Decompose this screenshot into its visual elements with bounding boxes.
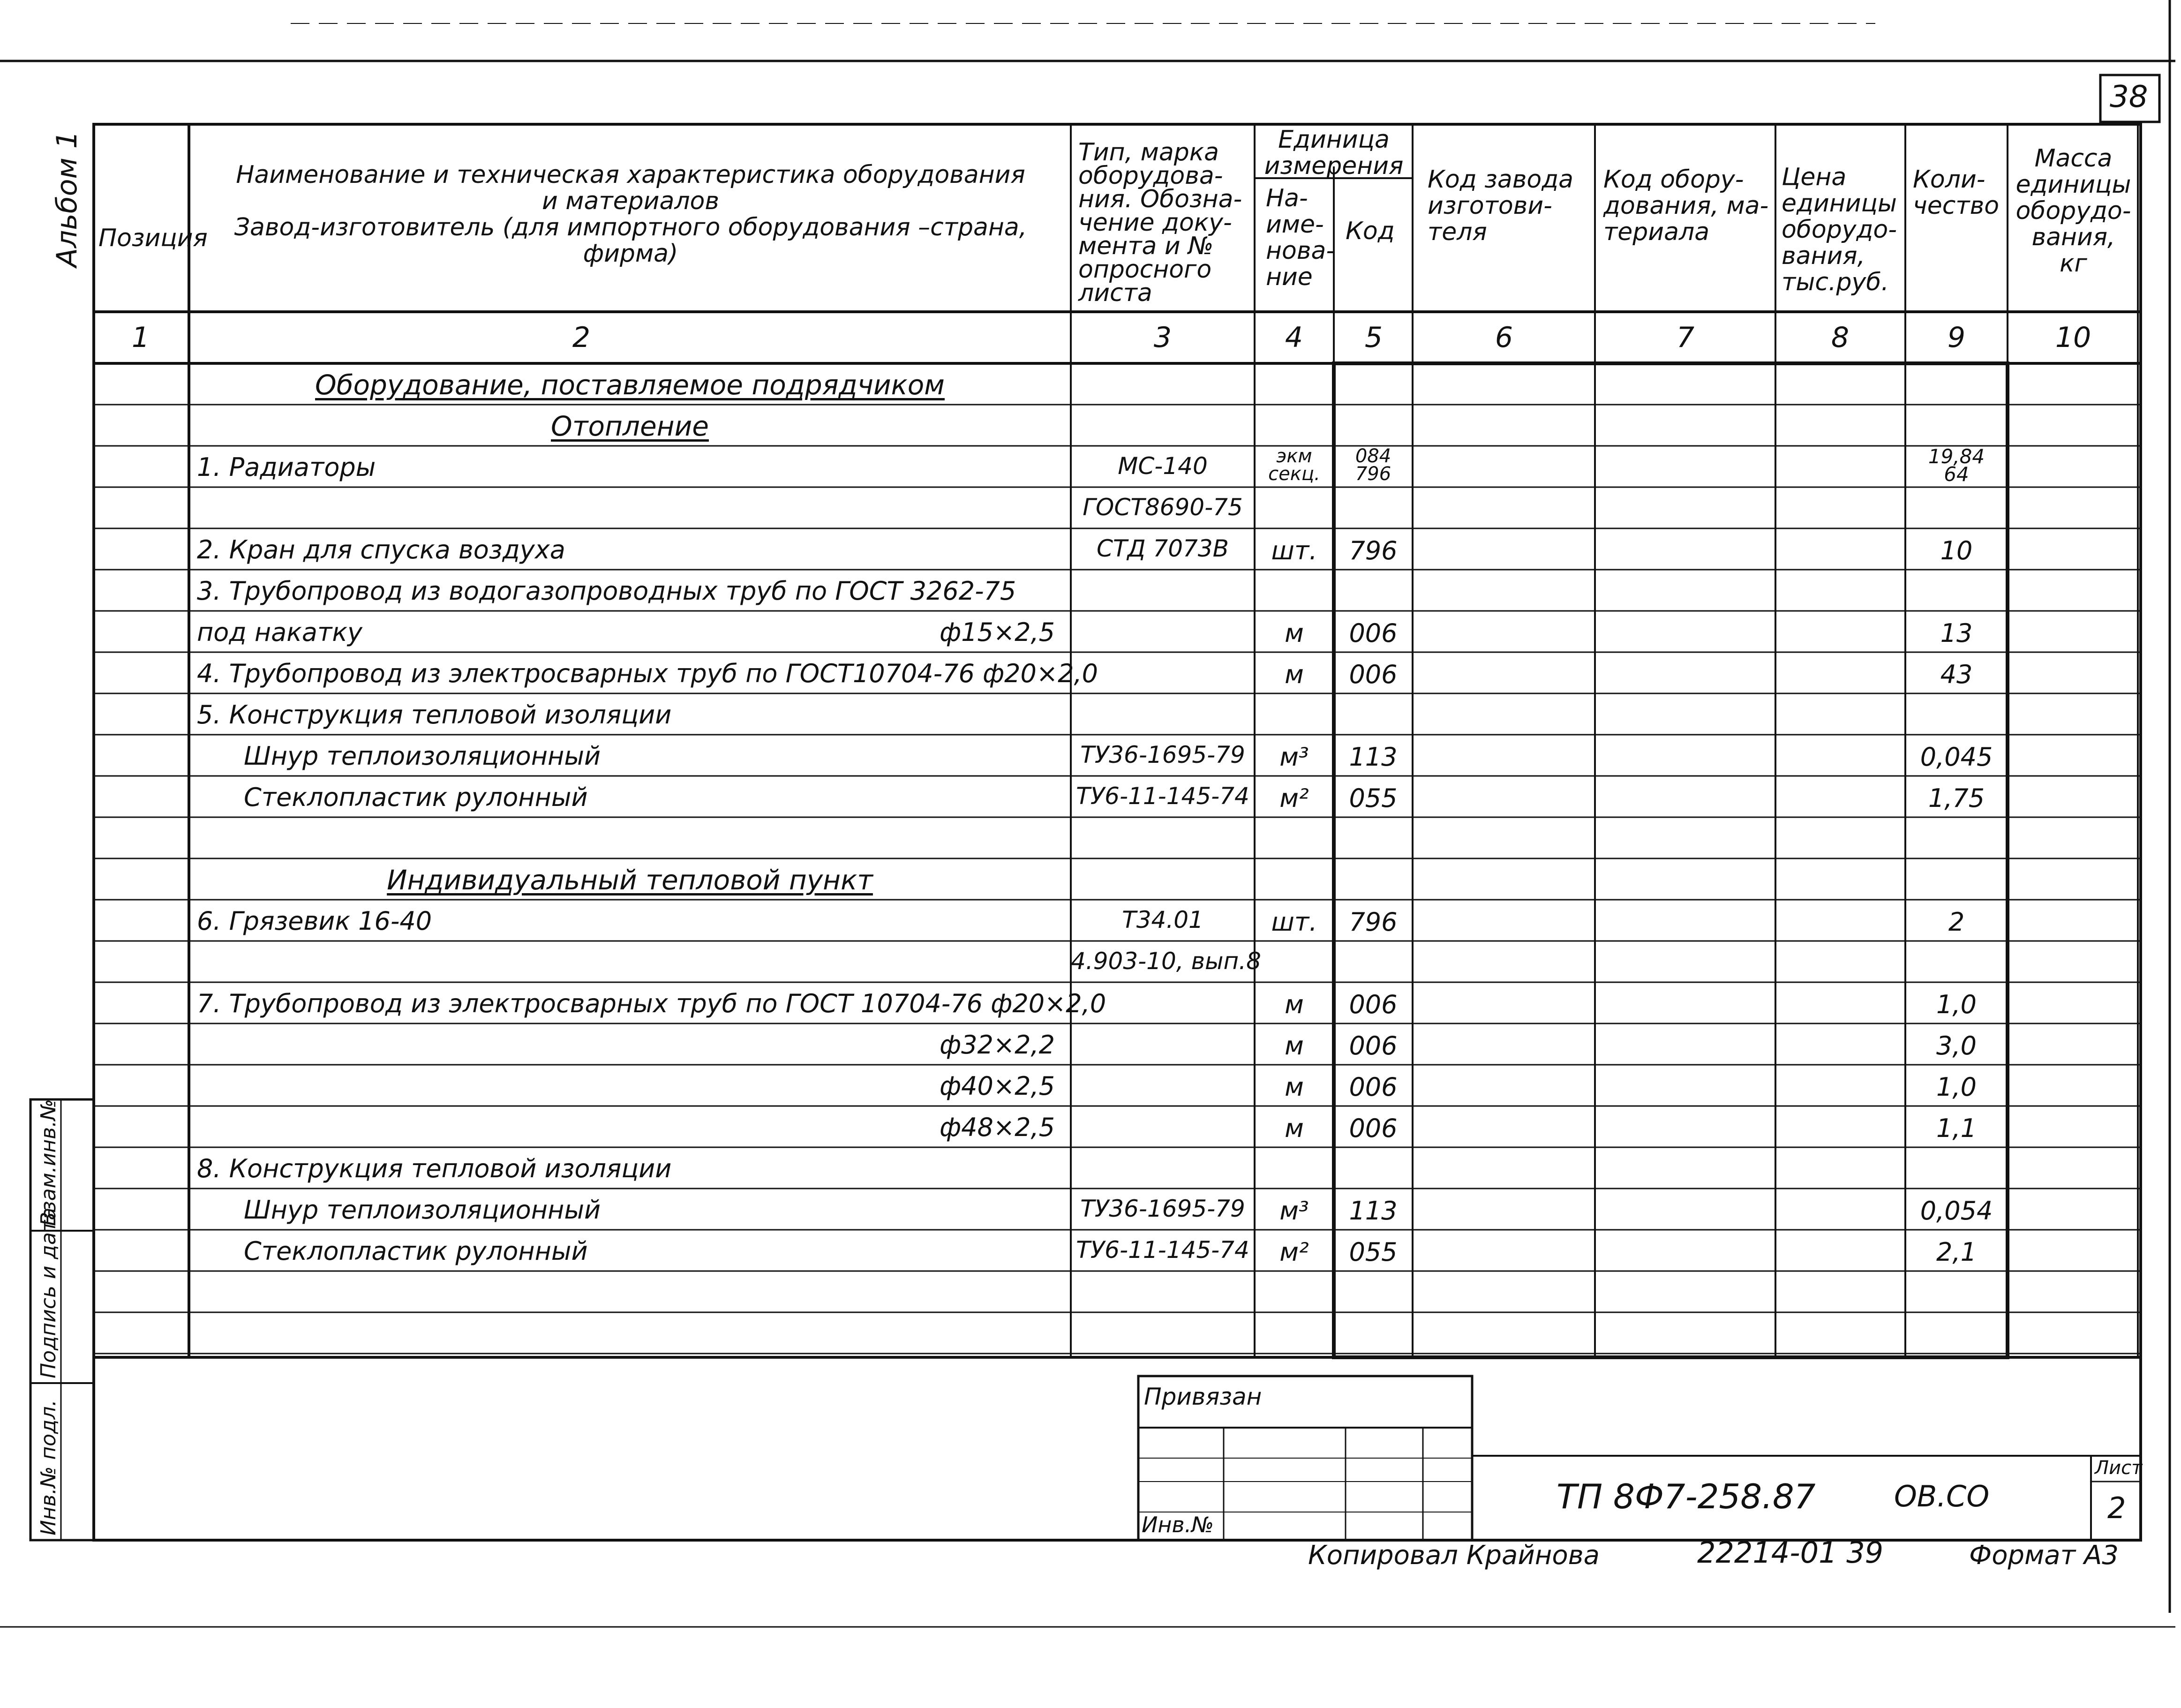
item-code: 796 bbox=[1349, 536, 1398, 565]
item-type: 4.903-10, вып.8 bbox=[1071, 948, 1261, 975]
item-code: 006 bbox=[1349, 1031, 1398, 1061]
item-name: 6. Грязевик 16-40 bbox=[197, 906, 432, 936]
item-quantity: 1,0 bbox=[1936, 990, 1977, 1019]
item-unit-secondary: секц. bbox=[1268, 463, 1320, 485]
header-quantity-line: Коли- bbox=[1913, 166, 1985, 194]
header-price bbox=[1782, 164, 1897, 295]
item-quantity-secondary: 64 bbox=[1944, 463, 1969, 486]
item-quantity: 13 bbox=[1940, 618, 1973, 648]
header-unit-group bbox=[1256, 127, 1411, 179]
item-spec: ф48×2,5 bbox=[939, 1113, 1055, 1142]
item-quantity: 2 bbox=[1948, 907, 1965, 937]
header-name-line1: Наименование и техническая характеристика оборудования bbox=[236, 161, 1025, 189]
item-name: 7. Трубопровод из электросварных труб по ГОСТ 10704-76 ф20×2,0 bbox=[197, 989, 1106, 1018]
header-name-line3: Завод-изготовитель (для импортного оборудования –страна, bbox=[234, 213, 1027, 241]
column-number: 9 bbox=[1947, 321, 1966, 354]
header-unit-name-line: ние bbox=[1266, 263, 1313, 291]
item-type: ТУ6-11-145-74 bbox=[1076, 783, 1249, 810]
header-unit-name-line: нова- bbox=[1266, 237, 1335, 265]
item-unit: экм bbox=[1276, 445, 1312, 467]
header-type bbox=[1078, 138, 1242, 307]
header-unit-name-line: име- bbox=[1266, 211, 1324, 239]
header-name-line4: фирма) bbox=[583, 240, 678, 268]
item-name: 3. Трубопровод из водогазопроводных труб по ГОСТ 3262-75 bbox=[197, 576, 1016, 606]
header-maker-code-line: теля bbox=[1428, 218, 1487, 246]
item-spec: ф32×2,2 bbox=[939, 1030, 1055, 1060]
document-code: ТП 8Ф7-258.87 bbox=[1557, 1477, 1816, 1516]
item-code: 006 bbox=[1349, 660, 1398, 689]
item-unit: м bbox=[1285, 1072, 1304, 1102]
item-quantity: 43 bbox=[1940, 660, 1973, 689]
item-name: Шнур теплоизоляционный bbox=[244, 741, 601, 771]
header-position: Позиция bbox=[98, 224, 208, 252]
paper-format: Формат А3 bbox=[1969, 1540, 2119, 1571]
header-mass-line: оборудо- bbox=[2016, 197, 2131, 225]
header-name bbox=[192, 162, 1069, 267]
item-quantity: 0,054 bbox=[1920, 1196, 1993, 1226]
header-mass-line: Масса bbox=[2034, 144, 2113, 173]
sheet-label: Лист bbox=[2095, 1457, 2143, 1479]
header-mass bbox=[2009, 145, 2138, 277]
item-unit: м² bbox=[1279, 1237, 1309, 1267]
section-heading: Индивидуальный тепловой пункт bbox=[387, 864, 873, 896]
item-spec: ф15×2,5 bbox=[939, 617, 1055, 647]
item-name: под накатку bbox=[197, 617, 362, 647]
item-unit: м³ bbox=[1279, 742, 1309, 772]
item-unit: м³ bbox=[1279, 1196, 1309, 1226]
item-type: ТУ36-1695-79 bbox=[1080, 741, 1245, 768]
item-code: 113 bbox=[1349, 1196, 1398, 1226]
column-number: 3 bbox=[1153, 321, 1172, 354]
item-quantity: 0,045 bbox=[1920, 742, 1993, 772]
header-price-line: тыс.руб. bbox=[1782, 268, 1889, 296]
column-number: 8 bbox=[1831, 321, 1850, 354]
header-quantity bbox=[1913, 166, 1999, 219]
item-type: МС-140 bbox=[1118, 452, 1208, 480]
header-unit-group-line: Единица bbox=[1278, 126, 1390, 154]
item-unit: м bbox=[1285, 660, 1304, 689]
stamp-signature-date: Подпись и дата bbox=[37, 1207, 60, 1378]
item-type: СТД 7073В bbox=[1097, 535, 1229, 562]
header-mass-line: единицы bbox=[2016, 171, 2131, 199]
stamp-inv-replace: Взам.инв.№ bbox=[37, 1099, 60, 1226]
item-code: 055 bbox=[1349, 783, 1398, 813]
item-spec: ф40×2,5 bbox=[939, 1071, 1055, 1101]
header-material-code-line: Код обору- bbox=[1603, 166, 1744, 194]
header-mass-line: кг bbox=[2060, 249, 2087, 278]
item-unit: м bbox=[1285, 1031, 1304, 1061]
item-type: ТУ36-1695-79 bbox=[1080, 1195, 1245, 1222]
column-number: 7 bbox=[1676, 321, 1695, 354]
item-code-secondary: 796 bbox=[1355, 463, 1391, 485]
item-type: ГОСТ8690-75 bbox=[1083, 494, 1243, 521]
header-name-line2: и материалов bbox=[541, 187, 720, 215]
item-code: 084 bbox=[1355, 445, 1391, 467]
item-unit: шт. bbox=[1271, 907, 1317, 937]
section-heading: Отопление bbox=[551, 410, 709, 442]
order-number: 22214-01 39 bbox=[1697, 1535, 1884, 1570]
header-type-line: опросного bbox=[1078, 256, 1212, 284]
header-price-line: единицы bbox=[1782, 189, 1897, 218]
header-material-code bbox=[1603, 166, 1768, 245]
item-code: 796 bbox=[1349, 907, 1398, 937]
header-price-line: оборудо- bbox=[1782, 216, 1897, 244]
album-label: Альбом 1 bbox=[51, 131, 83, 267]
item-name: 2. Кран для спуска воздуха bbox=[197, 535, 565, 564]
header-unit-name-line: На- bbox=[1266, 184, 1308, 212]
item-unit: шт. bbox=[1271, 536, 1317, 565]
header-mass-line: вания, bbox=[2031, 223, 2115, 251]
column-number: 5 bbox=[1364, 321, 1383, 354]
header-material-code-line: дования, ма- bbox=[1603, 192, 1769, 220]
header-price-line: вания, bbox=[1782, 242, 1865, 270]
column-number: 2 bbox=[572, 321, 591, 354]
item-name: Стеклопластик рулонный bbox=[244, 783, 588, 812]
item-name: 8. Конструкция тепловой изоляции bbox=[197, 1154, 672, 1183]
item-code: 055 bbox=[1349, 1237, 1398, 1267]
item-code: 006 bbox=[1349, 618, 1398, 648]
bound-label: Привязан bbox=[1144, 1383, 1262, 1410]
item-name: Шнур теплоизоляционный bbox=[244, 1195, 601, 1225]
item-quantity: 2,1 bbox=[1936, 1237, 1977, 1267]
item-type: Т34.01 bbox=[1122, 906, 1203, 933]
header-type-line: мента и № bbox=[1078, 232, 1214, 260]
item-name: 5. Конструкция тепловой изоляции bbox=[197, 700, 672, 730]
item-name: 4. Трубопровод из электросварных труб по ГОСТ10704-76 ф20×2,0 bbox=[197, 659, 1098, 688]
sheet-number: 38 bbox=[2110, 80, 2148, 114]
header-type-line: чение доку- bbox=[1078, 209, 1232, 237]
column-number: 10 bbox=[2055, 321, 2091, 354]
header-material-code-line: териала bbox=[1603, 218, 1710, 246]
inv-label: Инв.№ bbox=[1142, 1512, 1214, 1537]
item-quantity: 3,0 bbox=[1936, 1031, 1977, 1061]
item-unit: м bbox=[1285, 618, 1304, 648]
item-unit: м² bbox=[1279, 783, 1309, 813]
header-unit-name bbox=[1266, 185, 1335, 290]
header-unit-code: Код bbox=[1346, 217, 1395, 245]
item-type: ТУ6-11-145-74 bbox=[1076, 1236, 1249, 1264]
stamp-inv-original: Инв.№ подл. bbox=[37, 1400, 60, 1535]
header-maker-code bbox=[1428, 166, 1573, 245]
header-unit-group-line: измерения bbox=[1264, 152, 1404, 180]
item-code: 006 bbox=[1349, 1114, 1398, 1143]
item-unit: м bbox=[1285, 990, 1304, 1019]
header-type-line: Тип, марка bbox=[1078, 138, 1219, 166]
item-name: 1. Радиаторы bbox=[197, 452, 376, 482]
item-quantity: 1,1 bbox=[1936, 1114, 1977, 1143]
copied-by: Копировал Крайнова bbox=[1308, 1540, 1600, 1571]
item-unit: м bbox=[1285, 1114, 1304, 1143]
item-quantity: 1,0 bbox=[1936, 1072, 1977, 1102]
header-type-line: ния. Обозна- bbox=[1078, 185, 1242, 213]
section-heading: Оборудование, поставляемое подрядчиком bbox=[315, 369, 945, 401]
column-number: 1 bbox=[131, 321, 150, 354]
header-maker-code-line: изготови- bbox=[1428, 192, 1552, 220]
column-number: 6 bbox=[1495, 321, 1513, 354]
header-quantity-line: чество bbox=[1913, 192, 2000, 220]
column-number: 4 bbox=[1285, 321, 1303, 354]
header-maker-code-line: Код завода bbox=[1428, 166, 1574, 194]
item-quantity: 19,84 bbox=[1928, 445, 1985, 468]
header-price-line: Цена bbox=[1782, 163, 1847, 191]
header-type-line: оборудова- bbox=[1078, 162, 1223, 190]
item-code: 113 bbox=[1349, 742, 1398, 772]
sheet-value: 2 bbox=[2107, 1491, 2126, 1525]
item-quantity: 1,75 bbox=[1928, 783, 1985, 813]
item-code: 006 bbox=[1349, 990, 1398, 1019]
item-quantity: 10 bbox=[1940, 536, 1973, 565]
item-code: 006 bbox=[1349, 1072, 1398, 1102]
document-type: ОВ.СО bbox=[1894, 1479, 1990, 1513]
header-type-line: листа bbox=[1078, 279, 1152, 307]
item-name: Стеклопластик рулонный bbox=[244, 1236, 588, 1266]
